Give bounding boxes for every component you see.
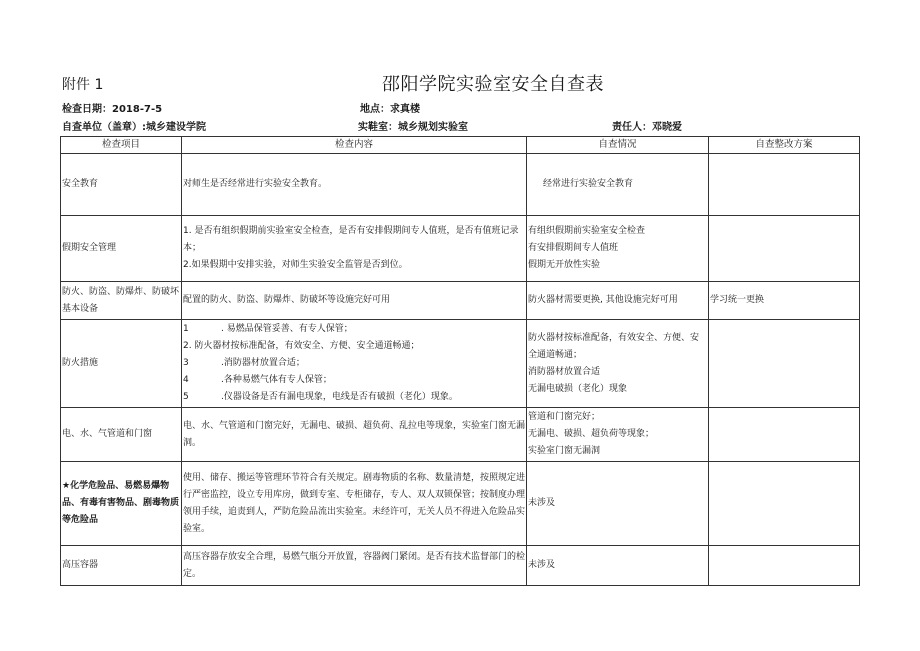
row-plan [709,216,860,282]
content-line: 对师生是否经常进行实验安全教育。 [183,179,328,189]
status-line: 无漏电、破损、超负荷等现象； [528,429,655,439]
row-item: ★化学危险品、易燃易爆物品、有毒有害物品、剧毒物质等危险品 [61,462,182,546]
row-status [527,282,709,320]
attachment-label: 附件 1 [62,77,104,93]
content-line: 4 .各种易燃气体有专人保管； [183,375,332,385]
status-line: 消防器材放置合适 [528,366,601,377]
row-content [182,154,527,216]
row-item: 电、水、气管道和门窗 [61,408,182,462]
row-plan [709,320,860,408]
row-plan [709,546,860,586]
status-line: 防火器材需要更换, 其他设施完好可用 [528,295,678,305]
content-line: 高压容器存放安全合理，易燃气瓶分开放置，容器阀门紧闭。是否有技术监督部门的检定。 [183,551,526,579]
table-row [61,320,860,408]
row-status [527,320,709,408]
row-content [182,462,527,546]
column-header-content: 检查内容 [182,137,527,154]
row-item: 假期安全管理 [61,216,182,282]
row-status [527,154,709,216]
status-line: 未涉及 [528,498,556,508]
table-row [61,154,860,216]
row-content [182,216,527,282]
table-row [61,462,860,546]
content-line: 5 .仪器设备是否有漏电现象，电线是否有破损（老化）现象。 [183,392,458,402]
row-plan: 学习统一更换 [709,282,860,320]
status-line: 管道和门窗完好； [528,412,601,422]
column-header-plan: 自查整改方案 [709,137,860,154]
content-line: 1 . 易燃品保管妥善、有专人保管； [183,324,353,334]
row-content [182,282,527,320]
row-status [527,408,709,462]
content-line: 使用、储存、搬运等管理环节符合有关规定。剧毒物质的名称、数量清楚，按照规定进行严密监控，设立专用库房，做到专室、专柜储存，专人、双人双锁保管；按制度办理领用手续，追责到人，严防危险品流出实验室。未经许可，无关人员不得进入危险品实验室。 [183,472,526,534]
status-line: 有安排假期间专人值班 [528,243,619,253]
status-line: 经常进行实验安全教育 [543,179,634,189]
row-status [527,546,709,586]
status-line: 无漏电破损（老化）现象 [528,383,628,394]
column-header-status: 自查情况 [527,137,709,154]
row-content [182,320,527,408]
responsible-person: 责任人：邓晓爱 [612,122,682,133]
column-header-item: 检查项目 [61,137,182,154]
row-plan [709,408,860,462]
content-line: 2.如果假期中安排实验，对师生实验安全监管是否到位。 [183,260,408,270]
content-line: 3 .消防器材放置合适； [183,358,305,368]
table-row [61,216,860,282]
page-title: 邵阳学院实验室安全自查表 [382,74,604,95]
content-line: 电、水、气管道和门窗完好，无漏电、破损、超负荷、乱拉电等现象，实验室门窗无漏洞。 [183,420,526,448]
row-item: 防火措施 [61,320,182,408]
row-status [527,462,709,546]
status-line: 防火器材按标准配备，有效安全、方便、安全通道畅通； [528,332,700,360]
content-line: 1. 是否有组织假期前实验室安全检查，是否有安排假期间专人值班，是否有值班记录本； [183,226,519,253]
location: 地点：求真楼 [360,104,420,115]
row-content [182,546,527,586]
content-line: 配置的防火、防盗、防爆炸、防破坏等设施完好可用 [183,295,391,305]
table-header-row [61,137,860,154]
status-line: 假期无开放性实验 [528,260,601,270]
row-item: 防火、防盗、防爆炸、防破坏基本设备 [61,282,182,320]
check-date: 检查日期：2018-7-5 [62,104,163,115]
table-row [61,408,860,462]
row-status [527,216,709,282]
row-item: 安全教育 [61,154,182,216]
status-line: 有组织假期前实验室安全检查 [528,226,646,236]
table-row [61,546,860,586]
table-row [61,282,860,320]
content-line: 2. 防火器材按标准配备，有效安全、方便、安全通道畅通； [183,341,420,351]
status-line: 未涉及 [528,560,556,570]
status-line: 实验室门窗无漏洞 [528,446,601,456]
row-plan [709,462,860,546]
self-inspection-table [60,136,860,586]
row-item: 高压容器 [61,546,182,586]
row-plan [709,154,860,216]
lab-name: 实鞋室：城乡规划实验室 [358,122,468,133]
inspection-unit: 自查单位（盖章）:城乡建设学院 [62,122,206,133]
row-content [182,408,527,462]
